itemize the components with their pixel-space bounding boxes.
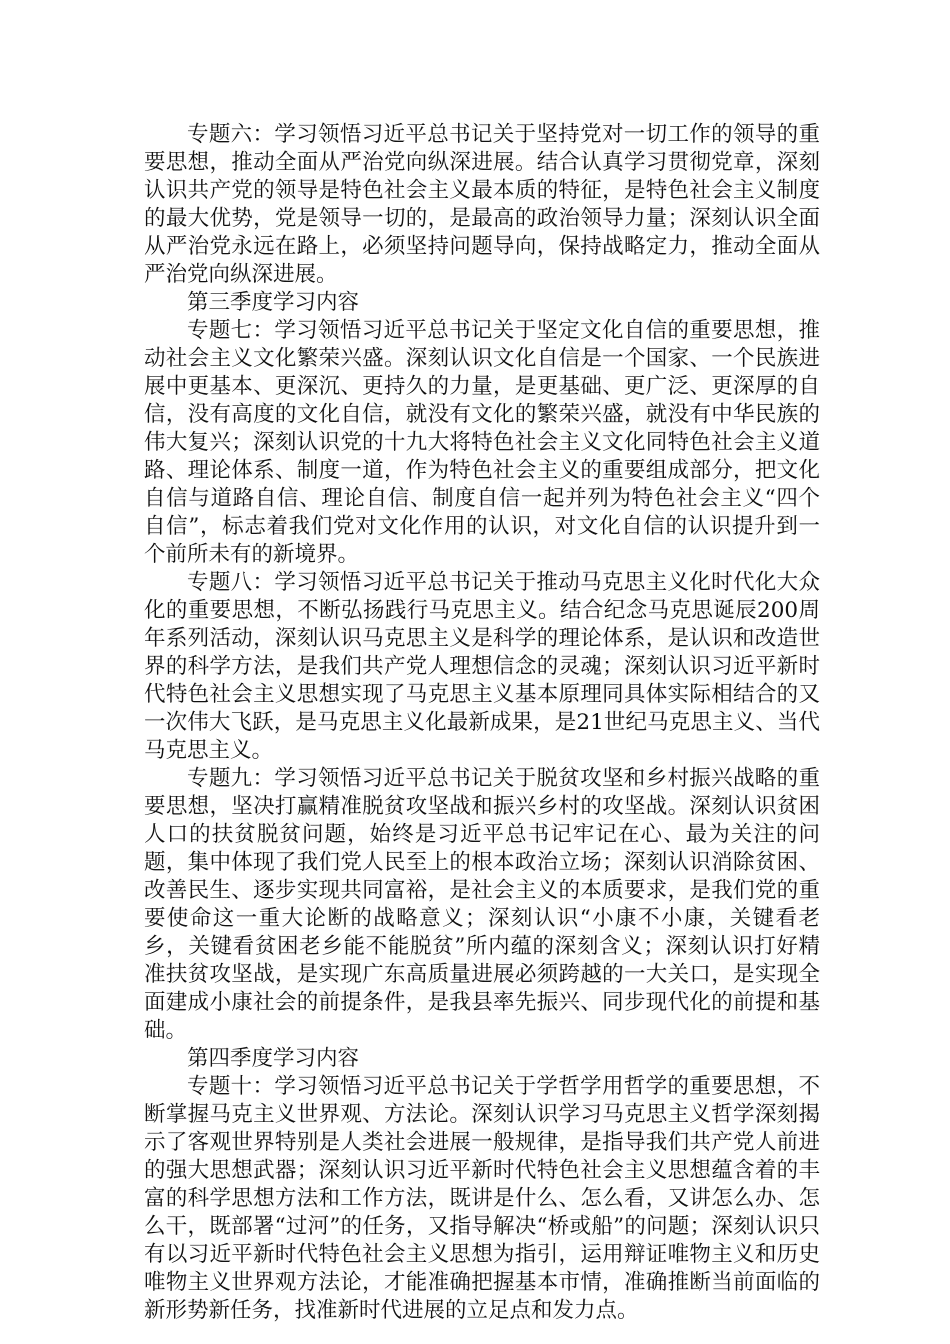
paragraph-topic-7: 专题七：学习领悟习近平总书记关于坚定文化自信的重要思想，推动社会主义文化繁荣兴盛。深刻认识文化自信是一个国家、一个民族进展中更基本、更深沉、更持久的力量，是更基础、更广泛、更深厚的自信，没有高度的文化自信，就没有文化的繁荣兴盛，就没有中华民族的伟大复兴；深刻认识党的十九大将特色社会主义文化同特色社会主义道路、理论体系、制度一道，作为特色社会主义的重要组成部分，把文化自信与道路自信、理论自信、制度自信一起并列为特色社会主义“四个自信”，标志着我们党对文化作用的认识，对文化自信的认识提升到一个前所未有的新境界。 bbox=[144, 318, 820, 567]
paragraph-topic-9: 专题九：学习领悟习近平总书记关于脱贫攻坚和乡村振兴战略的重要思想，坚决打赢精准脱贫攻坚战和振兴乡村的攻坚战。深刻认识贫困人口的扶贫脱贫问题，始终是习近平总书记牢记在心、最为关注的问题，集中体现了我们党人民至上的根本政治立场；深刻认识消除贫困、改善民生、逐步实现共同富裕，是社会主义的本质要求，是我们党的重要使命这一重大论断的战略意义；深刻认识“小康不小康，关键看老乡，关键看贫困老乡能不能脱贫”所内蕴的深刻含义；深刻认识打好精准扶贫攻坚战，是实现广东高质量进展必须跨越的一大关口，是实现全面建成小康社会的前提条件，是我县率先振兴、同步现代化的前提和基础。 bbox=[144, 766, 820, 1043]
heading-q4: 第四季度学习内容 bbox=[187, 1046, 360, 1071]
paragraph-topic-6: 专题六：学习领悟习近平总书记关于坚持党对一切工作的领导的重要思想，推动全面从严治党向纵深进展。结合认真学习贯彻党章，深刻认识共产党的领导是特色社会主义最本质的特征，是特色社会主义制度的最大优势，党是领导一切的，是最高的政治领导力量；深刻认识全面从严治党永远在路上，必须坚持问题导向，保持战略定力，推动全面从严治党向纵深进展。 bbox=[144, 122, 820, 287]
paragraph-topic-8: 专题八：学习领悟习近平总书记关于推动马克思主义化时代化大众化的重要思想，不断弘扬践行马克思主义。结合纪念马克思诞辰200周年系列活动，深刻认识马克思主义是科学的理论体系，是认识和改造世界的科学方法，是我们共产党人理想信念的灵魂；深刻认识习近平新时代特色社会主义思想实现了马克思主义基本原理同具体实际相结合的又一次伟大飞跃，是马克思主义化最新成果，是21世纪马克思主义、当代马克思主义。 bbox=[144, 570, 820, 763]
heading-q3: 第三季度学习内容 bbox=[187, 290, 360, 315]
paragraph-topic-10: 专题十：学习领悟习近平总书记关于学哲学用哲学的重要思想，不断掌握马克主义世界观、方法论。深刻认识学习马克思主义哲学深刻揭示了客观世界特别是人类社会进展一般规律，是指导我们共产党人前进的强大思想武器；深刻认识习近平新时代特色社会主义思想蕴含着的丰富的科学思想方法和工作方法，既讲是什么、怎么看，又讲怎么办、怎么干，既部署“过河”的任务，又指导解决“桥或船”的问题；深刻认识只有以习近平新时代特色社会主义思想为指引，运用辩证唯物主义和历史唯物主义世界观方法论，才能准确把握基本市情，准确推断当前面临的新形势新任务，找准新时代进展的立足点和发力点。 bbox=[144, 1074, 820, 1323]
document-body bbox=[144, 121, 820, 1325]
